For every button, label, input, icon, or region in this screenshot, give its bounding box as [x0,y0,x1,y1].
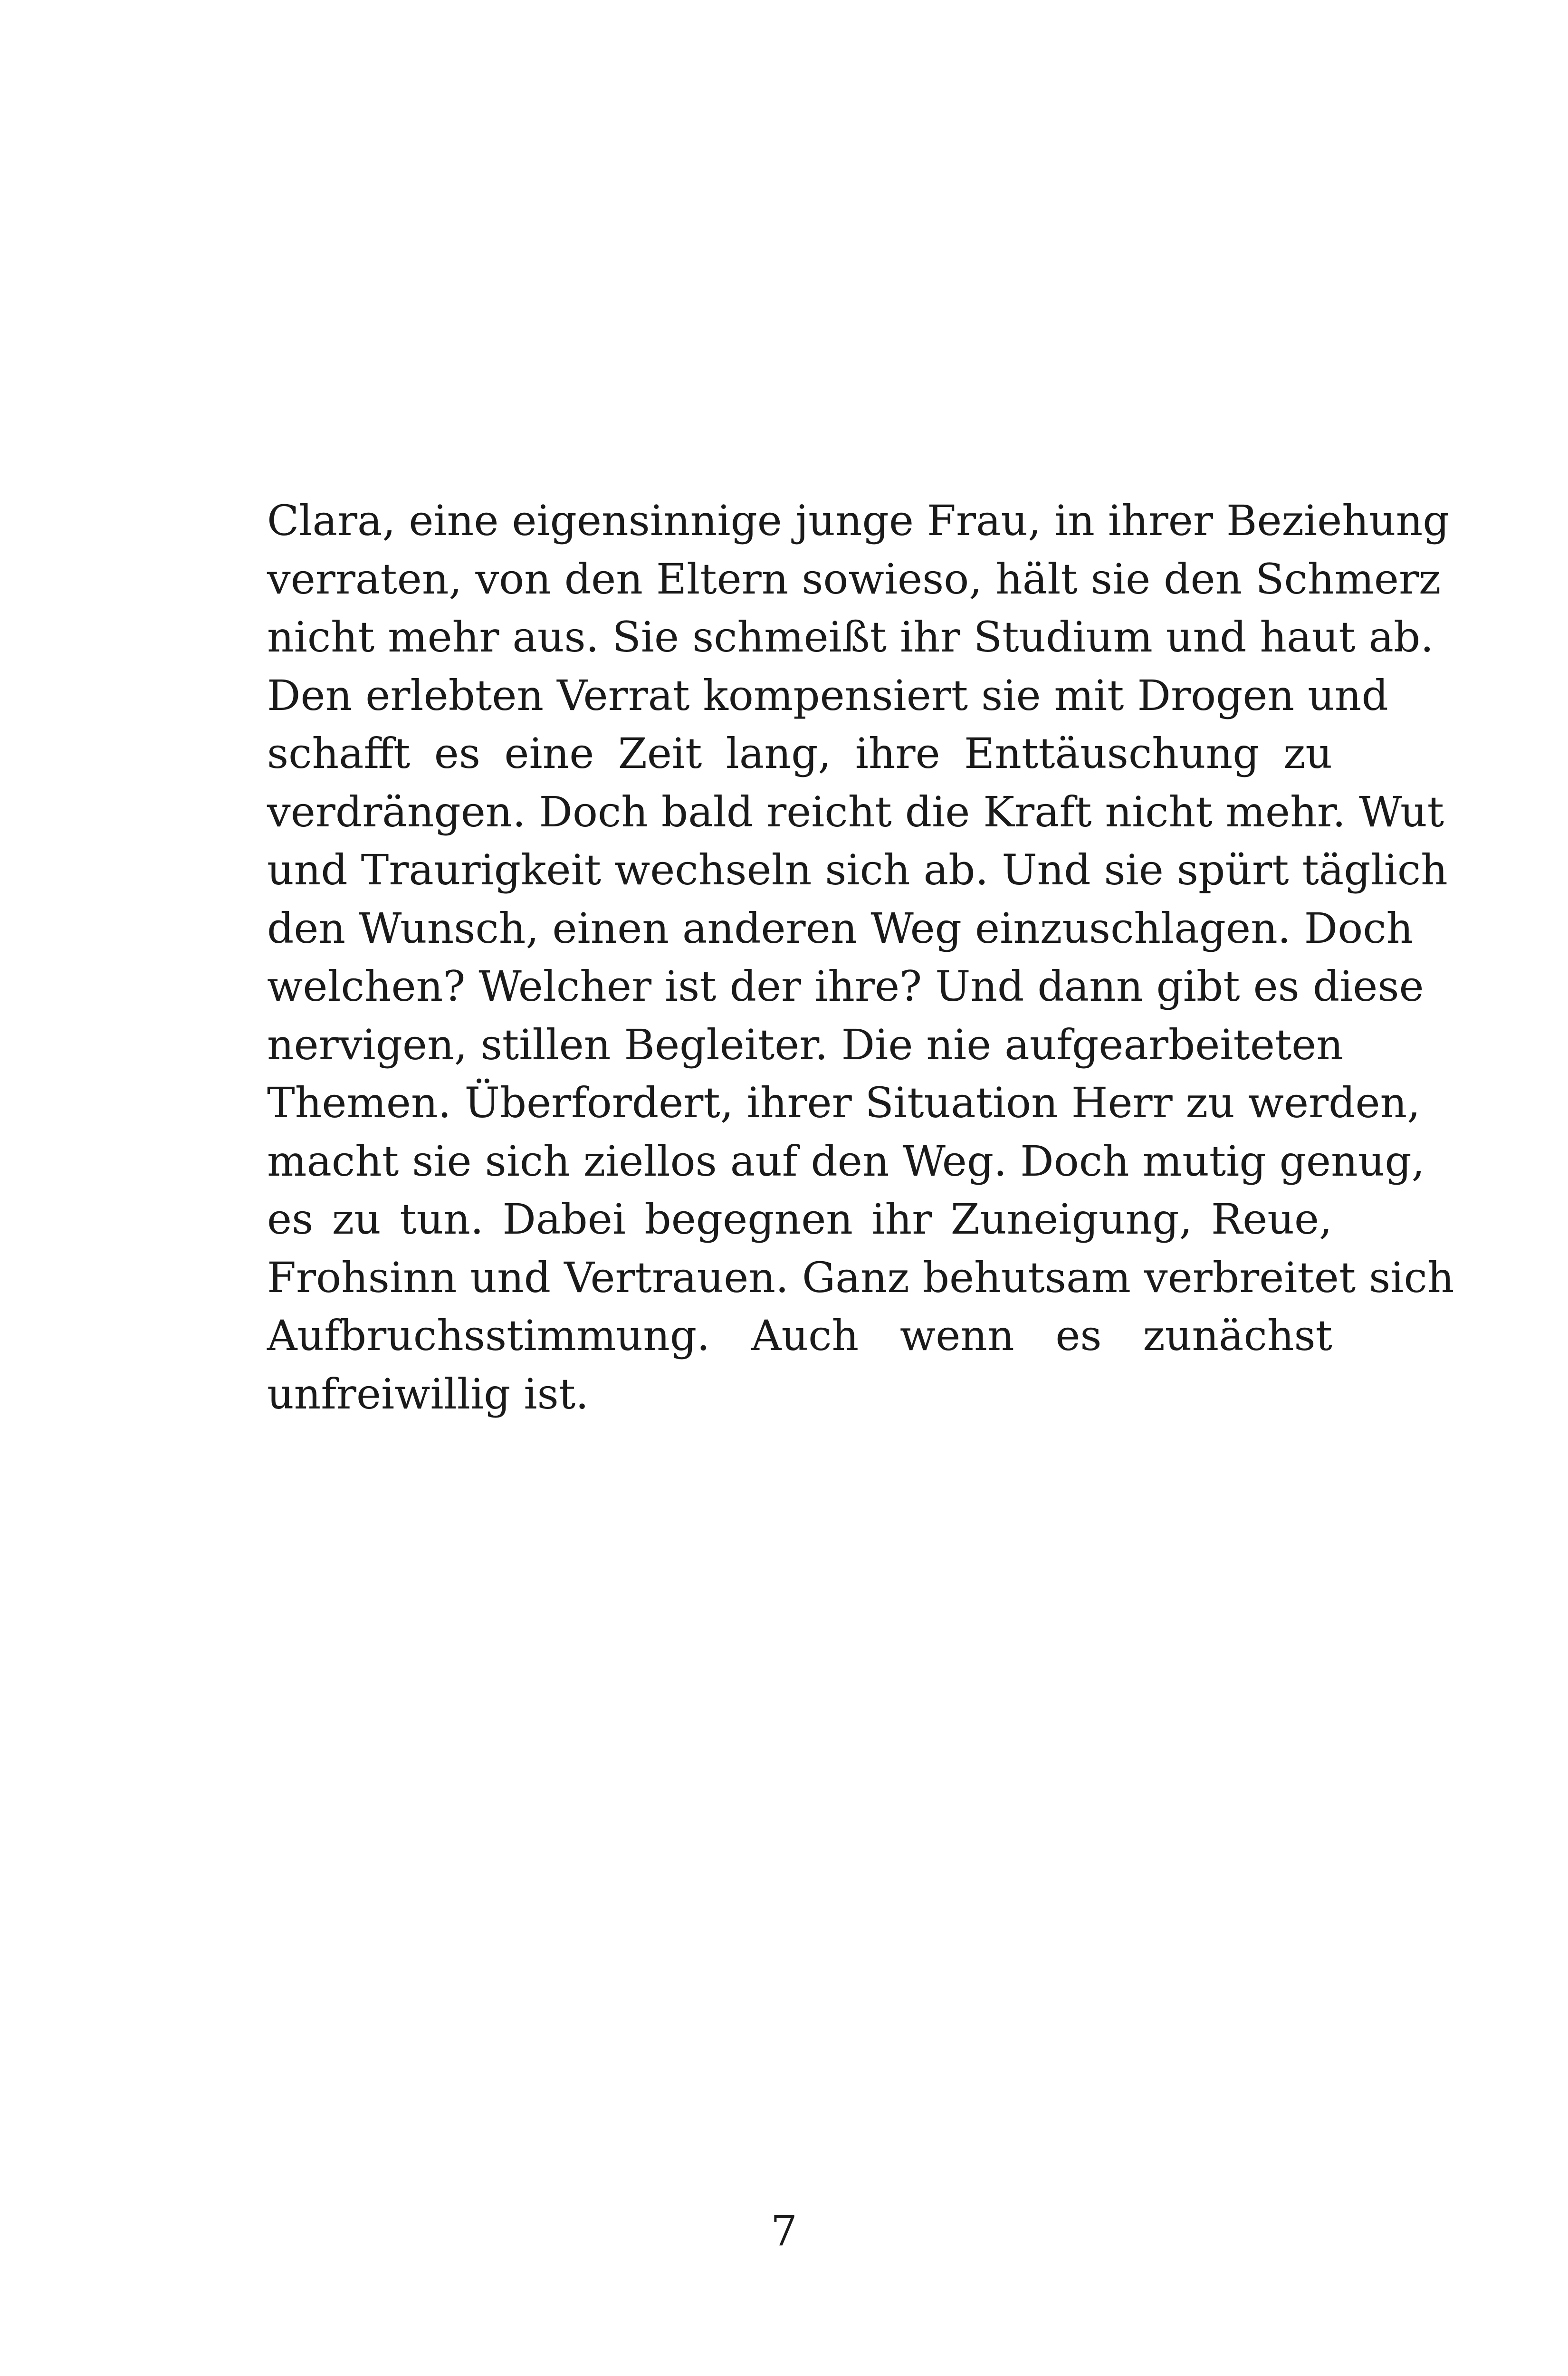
text-line: schafft es eine Zeit lang, ihre Enttäuschung zu [267,729,1332,778]
text-line: Aufbruchsstimmung. Auch wenn es zunächst [267,1311,1332,1360]
text-line: und Traurigkeit wechseln sich ab. Und sie spürt täglich [267,845,1448,894]
text-line: Den erlebten Verrat kompensiert sie mit Drogen und [267,671,1388,720]
text-line: welchen? Welcher ist der ihre? Und dann gibt es diese [267,962,1424,1011]
text-line: Frohsinn und Vertrauen. Ganz behutsam verbreitet sich [267,1253,1454,1302]
text-line: den Wunsch, einen anderen Weg einzuschlagen. Doch [267,903,1414,953]
text-line: verdrängen. Doch bald reicht die Kraft nicht mehr. Wut [267,787,1444,836]
text-line: macht sie sich ziellos auf den Weg. Doch mutig genug, [267,1136,1425,1186]
text-line: verraten, von den Eltern sowieso, hält sie den Schmerz [267,554,1441,604]
text-line: nicht mehr aus. Sie schmeißt ihr Studium und haut ab. [267,613,1434,661]
text-line: nervigen, stillen Begleiter. Die nie aufgearbeiteten [267,1020,1344,1069]
text-line: Clara, eine eigensinnige junge Frau, in ihrer Beziehung [267,496,1450,545]
text-line: unfreiwillig ist. [267,1369,589,1418]
text-line: Themen. Überfordert, ihrer Situation Herr zu werden, [267,1078,1421,1127]
page-number: 7 [771,2206,797,2255]
blurb-paragraph [267,492,1454,1423]
text-line: es zu tun. Dabei begegnen ihr Zuneigung, Reue, [267,1195,1332,1244]
